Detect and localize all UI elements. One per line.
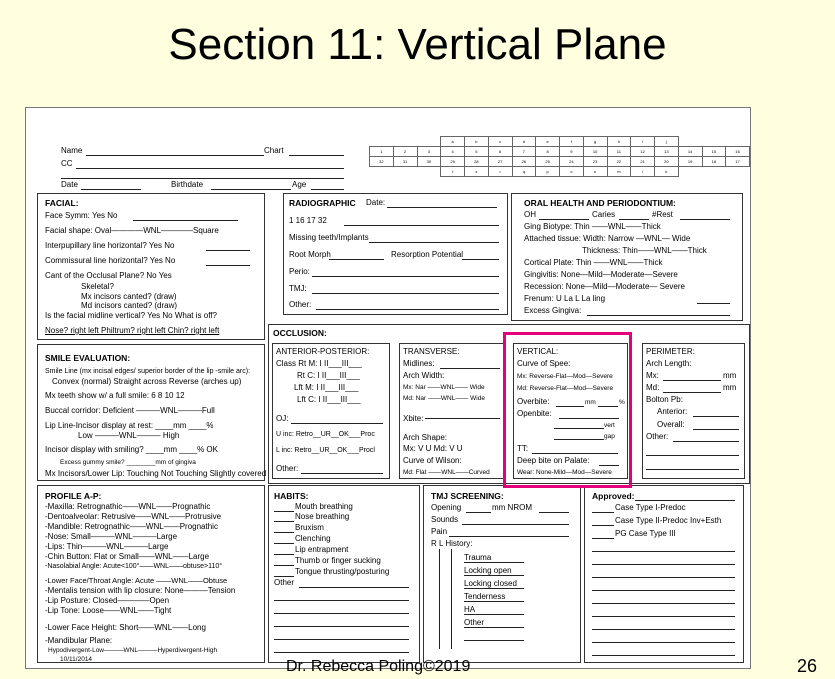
oral-line: Ging Biotype: Thin ——WNL——Thick [524, 222, 661, 231]
tooth-cell[interactable]: 29 [441, 157, 465, 167]
habits-line: Other [274, 578, 295, 587]
tooth-chart-grid [369, 136, 750, 177]
cc-line[interactable] [76, 168, 344, 169]
slide-number: 26 [797, 656, 818, 676]
radiographic-line: Root Morph [289, 250, 331, 259]
ap-line: L inc: Retro__UR__OK___Procl [276, 447, 375, 454]
facial-line: Is the facial midline vertical? Yes No What is off? [45, 311, 217, 320]
cc-label: CC [61, 159, 73, 168]
profile-line: -Mentalis tension with lip closure: None———Tension [45, 586, 236, 595]
facial-line: Mx incisors canted? (draw) [81, 292, 177, 301]
tooth-grid-row [370, 137, 750, 147]
transverse-line: Mx: V U Md: V U [403, 444, 463, 453]
vertical-line: TT: [517, 444, 529, 453]
tooth-cell[interactable]: s [465, 167, 489, 177]
tooth-cell[interactable]: m [607, 167, 631, 177]
profile-line: -Nose: Small———WNL———Large [45, 532, 178, 541]
radiographic-line: TMJ: [289, 284, 307, 293]
tooth-grid-row [370, 157, 750, 167]
cc-line-2[interactable] [61, 178, 344, 179]
vertical-line: Md: Reverse-Flat—Mod—Severe [517, 385, 614, 392]
vertical-line: Mx: Reverse-Flat—Mod—Severe [517, 373, 613, 380]
date-label: Date [61, 180, 78, 189]
tooth-cell[interactable]: 23 [583, 157, 607, 167]
slide-title: Section 11: Vertical Plane [168, 20, 667, 69]
oral-line: Attached tissue: Width: Narrow —WNL— Wide [524, 234, 691, 243]
facial-line: Interpupillary line horizontal? Yes No [45, 241, 175, 250]
tooth-cell[interactable]: 1 [370, 147, 394, 157]
facial-section [37, 193, 265, 340]
tooth-cell[interactable]: 6 [488, 147, 512, 157]
ap-line: Lft M: I II___III___ [294, 383, 359, 392]
tmj-line: Sounds [431, 515, 459, 524]
radiographic-line: Resorption Potential [391, 250, 464, 259]
tooth-grid-row [370, 147, 750, 157]
transverse-box [399, 343, 504, 479]
profile-line: -Lips: Thin———WNL———Large [45, 542, 169, 551]
tooth-cell[interactable]: 28 [465, 157, 489, 167]
ap-line: U inc: Retro__UR__OK___Proc [276, 431, 375, 438]
facial-line: Skeletal? [81, 282, 114, 291]
radiographic-date-label: Date: [366, 198, 386, 207]
habits-line: Bruxism [295, 523, 324, 532]
perimeter-line: Mx: [646, 371, 659, 380]
radiographic-line: Other: [289, 300, 312, 309]
approved-title: Approved: [592, 491, 635, 501]
tooth-cell[interactable]: o [560, 167, 584, 177]
footer-credit: Dr. Rebecca Poling©2019 [286, 658, 471, 675]
transverse-line: Arch Shape: [403, 433, 448, 442]
ap-line: Rt C: I II___III___ [297, 371, 360, 380]
oral-health-section [511, 193, 743, 321]
form-date: 10/11/2014 [60, 656, 93, 663]
exam-form [25, 107, 751, 669]
age-line[interactable] [311, 189, 344, 190]
transverse-title: TRANSVERSE: [403, 347, 460, 356]
perimeter-line: Anterior: [657, 407, 688, 416]
vertical-title: VERTICAL: [517, 347, 559, 356]
vertical-line: Wear: None-Mild—Mod—Severe [517, 469, 612, 476]
tooth-cell[interactable]: 21 [631, 157, 655, 167]
tooth-cell[interactable]: 15 [702, 147, 726, 157]
tmj-line: Other [464, 618, 485, 627]
profile-line: -Lip Tone: Loose——WNL——Tight [45, 606, 172, 615]
habits-section [268, 485, 420, 663]
oral-line: Excess Gingiva: [524, 306, 582, 315]
profile-line: -Nasolabial Angle: Acute<100°——WNL——obtuse>110° [45, 563, 223, 570]
habits-title: HABITS: [274, 491, 309, 501]
transverse-line: Xbite: [403, 414, 424, 423]
vertical-highlight-box [503, 332, 632, 488]
chart-line[interactable] [289, 155, 344, 156]
profile-line: -Chin Button: Flat or Small——WNL——Large [45, 552, 210, 561]
tooth-cell[interactable]: k [655, 167, 679, 177]
tooth-cell[interactable]: g [583, 137, 607, 147]
tooth-cell[interactable]: r [488, 167, 512, 177]
tooth-cell[interactable]: 19 [678, 157, 702, 167]
tmj-title: TMJ SCREENING: [431, 491, 504, 501]
approved-line: Case Type II-Predoc Inv+Esth [615, 516, 722, 525]
tooth-cell[interactable]: l [631, 167, 655, 177]
tooth-cell[interactable]: 12 [631, 147, 655, 157]
profile-line: -Lower Face/Throat Angle: Acute ——WNL——Obtuse [45, 576, 228, 585]
habits-line: Nose breathing [295, 512, 350, 521]
transverse-line: Md: Nar ——WNL—— Wide [403, 395, 485, 402]
ap-line: OJ: [276, 414, 289, 423]
tooth-cell[interactable]: a [441, 137, 465, 147]
tooth-cell[interactable]: 16 [726, 147, 750, 157]
tooth-cell[interactable]: d [512, 137, 536, 147]
smile-line: Low ———WNL——— High [78, 431, 180, 440]
perimeter-box [642, 343, 745, 479]
tmj-line: Tenderness [464, 592, 506, 601]
tooth-cell[interactable]: 5 [465, 147, 489, 157]
tooth-cell[interactable]: 20 [655, 157, 679, 167]
tooth-cell[interactable]: 30 [417, 157, 441, 167]
tooth-cell[interactable]: 10 [583, 147, 607, 157]
tooth-cell[interactable]: i [631, 137, 655, 147]
smile-line: Excess gummy smile? ________mm of gingiva [60, 459, 196, 466]
approved-line: Case Type I-Predoc [615, 503, 686, 512]
facial-line: Facial shape: Oval————WNL————Square [45, 226, 219, 235]
facial-line: Nose? right left Philtrum? right left Chin? right left [45, 326, 220, 335]
perimeter-line: Other: [646, 432, 669, 441]
smile-line: Mx Incisors/Lower Lip: Touching Not Touching Slightly covered [45, 469, 267, 478]
oral-line: Gingivitis: None—Mild—Moderate—Severe [524, 270, 678, 279]
age-label: Age [292, 180, 307, 189]
profile-line: -Dentoalveolar: Retrusive——WNL——Protrusive [45, 512, 222, 521]
tooth-cell[interactable]: 32 [370, 157, 394, 167]
date-line[interactable] [81, 189, 141, 190]
oral-line: Cortical Plate: Thin ——WNL——Thick [524, 258, 663, 267]
radiographic-title: RADIOGRAPHIC [289, 198, 356, 208]
transverse-line: Midlines: [403, 359, 435, 368]
perimeter-title: PERIMETER: [646, 347, 695, 356]
transverse-line: Mx: Nar ——WNL—— Wide [403, 384, 485, 391]
tooth-cell[interactable]: 31 [393, 157, 417, 167]
smile-line: Smile Line (mx incisal edges/ superior border of the lip -smile arc): [45, 368, 251, 375]
smile-line: Buccal corridor: Deficient ———WNL———Full [45, 406, 215, 415]
smile-line: Lip Line-Incisor display at rest: ____mm ____% [45, 421, 214, 430]
habits-line: Mouth breathing [295, 502, 353, 511]
oral-line: Caries [592, 210, 616, 219]
vertical-line: gap [604, 433, 615, 440]
tooth-cell[interactable]: 3 [417, 147, 441, 157]
tmj-line: HA [464, 605, 476, 614]
oral-line: #Rest [652, 210, 673, 219]
vertical-line: vert [604, 422, 615, 429]
approved-line: PG Case Type III [615, 529, 676, 538]
tooth-cell[interactable]: 14 [678, 147, 702, 157]
facial-line: Cant of the Occlusal Plane? No Yes [45, 271, 172, 280]
perimeter-line: Overall: [657, 420, 685, 429]
tmj-line: Locking open [464, 566, 512, 575]
profile-line: -Maxilla: Retrognathic——WNL——Prognathic [45, 502, 211, 511]
profile-line: -Lip Posture: Closed————Open [45, 596, 170, 605]
tmj-line: Opening [431, 503, 462, 512]
tooth-cell[interactable]: 7 [512, 147, 536, 157]
oral-line: Thickness: Thin——WNL——Thick [582, 246, 707, 255]
vertical-line: % [619, 399, 625, 406]
ap-title: ANTERIOR-POSTERIOR: [276, 347, 370, 356]
radiographic-section [283, 193, 508, 315]
tooth-cell[interactable]: q [512, 167, 536, 177]
profile-line: -Mandibular Plane: [45, 636, 113, 645]
habits-line: Lip entrapment [295, 545, 349, 554]
facial-line: Md incisors canted? (draw) [81, 301, 178, 310]
smile-line: Mx teeth show w/ a full smile: 6 8 10 12 [45, 391, 185, 400]
profile-line: -Lower Face Height: Short——WNL——Long [45, 623, 206, 632]
birthdate-label: Birthdate [171, 180, 204, 189]
radiographic-line: Perio: [289, 267, 310, 276]
habits-line: Tongue thrusting/posturing [295, 567, 390, 576]
tooth-cell[interactable]: p [536, 167, 560, 177]
vertical-line: Deep bite on Palate: [517, 456, 590, 465]
vertical-line: Overbite: [517, 397, 550, 406]
facial-title: FACIAL: [45, 198, 79, 208]
perimeter-line: mm [723, 383, 737, 392]
oral-line: Frenum: U La L La ling [524, 294, 606, 303]
tmj-line: R L History: [431, 539, 473, 548]
name-label: Name [61, 146, 83, 155]
tmj-line: Trauma [464, 553, 492, 562]
tooth-cell[interactable]: f [560, 137, 584, 147]
tooth-cell[interactable]: 27 [488, 157, 512, 167]
perimeter-line: mm [723, 371, 737, 380]
ap-line: Lft C: I II___III___ [297, 395, 361, 404]
profile-line: -Mandible: Retrognathic——WNL——Prognathic [45, 522, 218, 531]
smile-line: Convex (normal) Straight across Reverse (arches up) [52, 377, 242, 386]
habits-line: Thumb or finger sucking [295, 556, 381, 565]
transverse-line: Curve of Wilson: [403, 456, 462, 465]
tooth-cell[interactable]: 4 [441, 147, 465, 157]
tooth-cell[interactable]: 25 [536, 157, 560, 167]
oral-health-title: ORAL HEALTH AND PERIODONTIUM: [524, 198, 676, 208]
chart-label: Chart [264, 146, 284, 155]
anterior-posterior-box [272, 343, 390, 479]
tooth-cell[interactable]: 22 [607, 157, 631, 167]
tooth-cell[interactable]: 18 [702, 157, 726, 167]
tooth-cell[interactable]: 9 [560, 147, 584, 157]
radiographic-line: 1 16 17 32 [289, 216, 327, 225]
radiographic-line: Missing teeth/Implants [289, 233, 369, 242]
profile-section [37, 485, 265, 663]
profile-title: PROFILE A-P: [45, 491, 102, 501]
perimeter-line: Arch Length: [646, 359, 692, 368]
habits-line: Clenching [295, 534, 331, 543]
smile-title: SMILE EVALUATION: [45, 353, 131, 363]
tooth-cell[interactable]: 24 [560, 157, 584, 167]
occlusion-title: OCCLUSION: [273, 328, 327, 338]
tooth-cell[interactable]: 11 [607, 147, 631, 157]
tooth-cell[interactable]: h [607, 137, 631, 147]
tooth-cell[interactable]: j [655, 137, 679, 147]
name-line[interactable] [86, 155, 264, 156]
tmj-line: Pain [431, 527, 448, 536]
vertical-line: mm [585, 399, 596, 406]
oral-line: Recession: None—Mild—Moderate— Severe [524, 282, 685, 291]
tooth-cell[interactable]: 8 [536, 147, 560, 157]
tooth-cell[interactable]: t [441, 167, 465, 177]
facial-line: Face Symm: Yes No [45, 211, 118, 220]
perimeter-line: Md: [646, 383, 660, 392]
facial-line: Commissural line horizontal? Yes No [45, 256, 176, 265]
perimeter-line: Bolton Pb: [646, 395, 683, 404]
tooth-cell[interactable]: 17 [726, 157, 750, 167]
ap-line: Class Rt M: I II___III___ [276, 359, 362, 368]
tmj-section [423, 485, 581, 663]
vertical-line: Curve of Spee: [517, 359, 571, 368]
tooth-cell[interactable]: 26 [512, 157, 536, 167]
approved-section [584, 485, 744, 663]
birthdate-line[interactable] [211, 189, 291, 190]
smile-line: Incisor display with smiling? ____mm ____% OK [45, 445, 218, 454]
tooth-cell[interactable]: 13 [655, 147, 679, 157]
tooth-cell[interactable]: b [465, 137, 489, 147]
tooth-cell[interactable]: n [583, 167, 607, 177]
ap-line: Other: [276, 464, 299, 473]
tooth-cell[interactable]: 2 [393, 147, 417, 157]
transverse-line: Arch Width: [403, 371, 445, 380]
oral-line: OH [524, 210, 536, 219]
tooth-cell[interactable]: e [536, 137, 560, 147]
tooth-grid-row [370, 167, 750, 177]
smile-section [37, 344, 265, 481]
vertical-line: Openbite: [517, 409, 552, 418]
tmj-line: Locking closed [464, 579, 517, 588]
profile-line: Hypodivergent-Low———WNL———Hyperdivergent-High [48, 647, 218, 654]
transverse-line: Md: Flat ——WNL——Curved [403, 469, 490, 476]
tooth-cell[interactable]: c [488, 137, 512, 147]
tmj-line: mm NROM [492, 503, 532, 512]
